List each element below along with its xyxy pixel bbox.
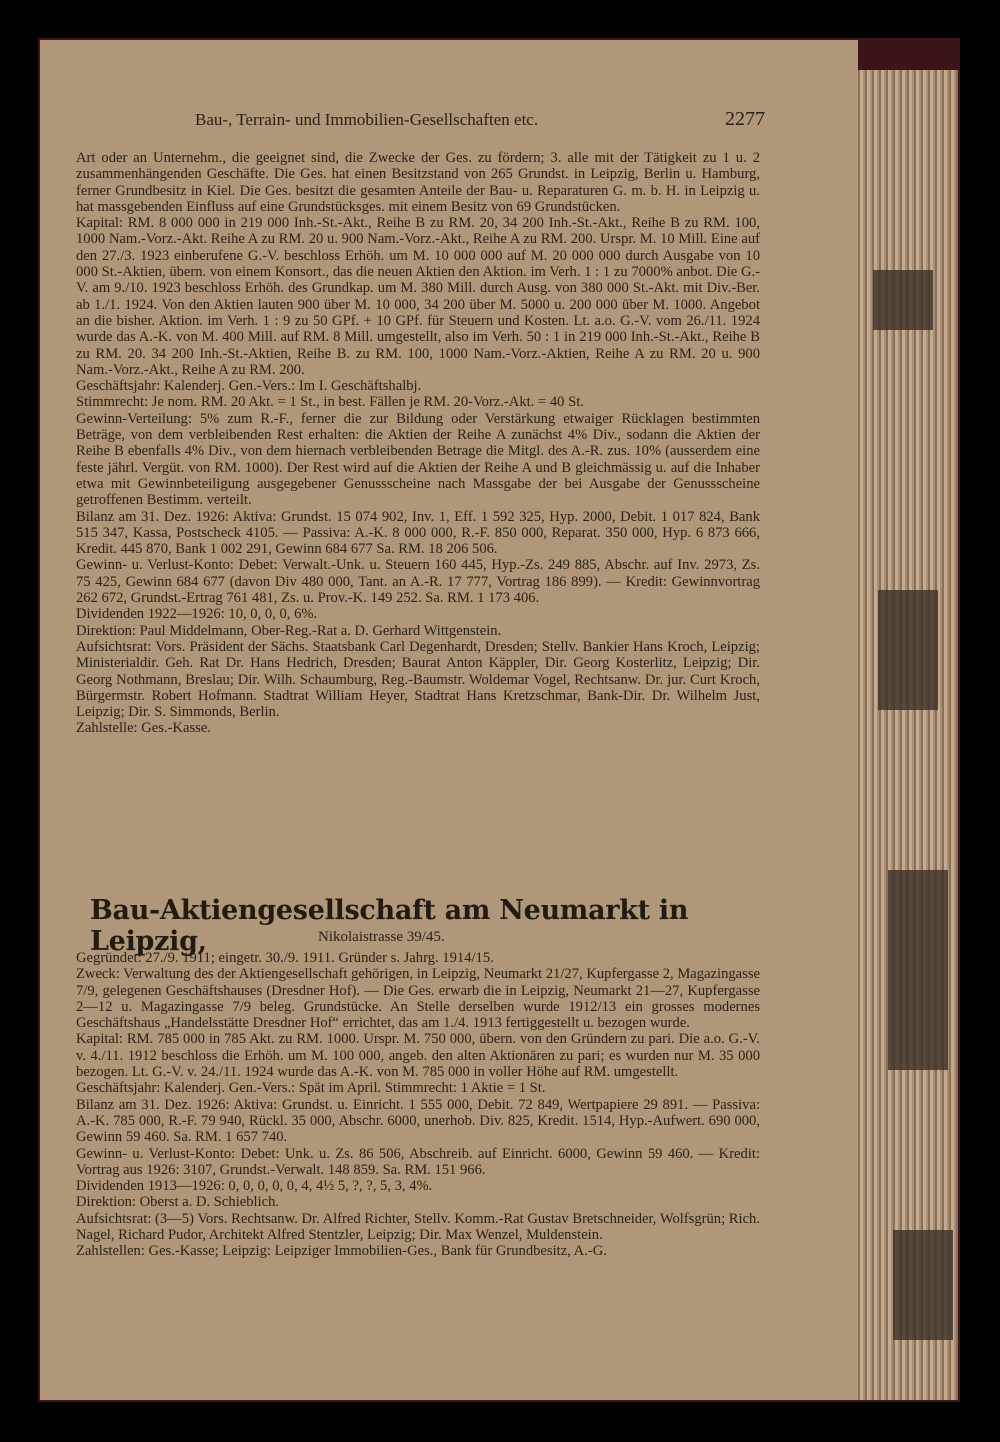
paragraph: Zahlstelle: Ges.-Kasse. [76,720,211,737]
edge-mark [873,270,933,330]
paragraph: Direktion: Oberst a. D. Schieblich. [76,1194,280,1211]
section-2 [76,950,760,1260]
running-header [195,110,765,134]
paragraph: Kapital: RM. 785 000 in 785 Akt. zu RM. 1000. Urspr. M. 750 000, übern. von den Gründern zu pari. Die a.o. G.-V. v. 4./11. 1912 beschloss die Erhöh. um M. 100 000, angeb. den alten Aktionären zu pari; es wurden nur M. 35 000 bezogen. Lt. G.-V. v. 24./11. 1924 wurde das A.-K. von M. 785 000 in voller Höhe auf RM. umgestellt. [76,1031,760,1081]
edge-mark [878,590,938,710]
paragraph: Geschäftsjahr: Kalenderj. Gen.-Vers.: Spät im April. Stimmrecht: 1 Aktie = 1 St. [76,1080,546,1097]
section-1 [76,150,760,737]
company-address: Nikolaistrasse 39/45. [318,929,445,945]
paragraph: Stimmrecht: Je nom. RM. 20 Akt. = 1 St., in best. Fällen je RM. 20-Vorz.-Akt. = 40 St. [76,394,584,411]
header-title: Bau-, Terrain- und Immobilien-Gesellschaften etc. [195,110,539,129]
paragraph: Gegründet: 27./9. 1911; eingetr. 30./9. 1911. Gründer s. Jahrg. 1914/15. [76,950,494,966]
paragraph: Bilanz am 31. Dez. 1926: Aktiva: Grundst. 15 074 902, Inv. 1, Eff. 1 592 325, Hyp. 2000, Debit. 1 017 824, Bank 515 347, Kassa, Postscheck 4105. — Passiva: A.-K. 8 000 000, R.-F. 850 000, Reparat. 350 000, Hyp. 6 873 666, Kredit. 445 870, Bank 1 002 291, Gewinn 684 677 Sa. RM. 18 206 506. [76,508,760,558]
company-title: Bau-Aktiengesellschaft am Neumarkt in Leipzig, [90,895,689,957]
paragraph: Bilanz am 31. Dez. 1926: Aktiva: Grundst. u. Einricht. 1 555 000, Debit. 72 849, Wertpapiere 29 891. — Passiva: A.-K. 785 000, R.-F. 79 940, Rückl. 35 000, Abschr. 6000, unerhob. Div. 825, Kredit. 1514, Hyp.-Aufwert. 690 000, Gewinn 59 460. Sa. RM. 1 657 740. [76,1096,760,1146]
paragraph: Aufsichtsrat: (3—5) Vors. Rechtsanw. Dr. Alfred Richter, Stellv. Komm.-Rat Gustav Bretschneider, Wolfsgrün; Rich. Nagel, Richard Pudor, Architekt Alfred Stentzler, Leipzig; Dir. Max Wenzel, Muldenstein. [76,1210,760,1244]
paragraph: Art oder an Unternehm., die geeignet sind, die Zwecke der Ges. zu fördern; 3. alle mit der Tätigkeit zu 1 u. 2 zusammenhängenden Geschäfte. Die Ges. hat einen Besitzstand von 265 Grundst. in Leipzig, Berlin u. Hamburg, ferner Grundbesitz in Kiel. Die Ges. besitzt die gesamten Anteile der Bau- u. Reparaturen G. m. b. H. in Leipzig u. hat massgebenden Einfluss auf eine Grundstücksges. mit einem Besitz von 69 Grundstücken. [76,150,760,215]
paragraph: Gewinn- u. Verlust-Konto: Debet: Unk. u. Zs. 86 506, Abschreib. auf Einricht. 6000, Gewinn 59 460. — Kredit: Vortrag aus 1926: 3107, Grundst.-Verwalt. 148 859. Sa. RM. 151 966. [76,1145,760,1178]
paragraph: Geschäftsjahr: Kalenderj. Gen.-Vers.: Im I. Geschäftshalbj. [76,378,422,395]
paragraph: Zweck: Verwaltung des der Aktiengesellschaft gehörigen, in Leipzig, Neumarkt 21/27, Kupfergasse 2, Magazingasse 7/9, gelegenen Geschäftshauses (Dresdner Hof). — Die Ges. erwarb die in Leipzig, Neumarkt 21—27, Kupfergasse 2—12 u. Magazingasse 7/9 beleg. Grundstücke. An Stelle derselben wurde 1912/13 ein grosses modernes Geschäftshaus „Handelsstätte Dresdner Hof“ errichtet, das am 1./4. 1913 fertiggestellt u. bezogen wurde. [76,966,760,1032]
paragraph: Direktion: Paul Middelmann, Ober-Reg.-Rat a. D. Gerhard Wittgenstein. [76,622,502,639]
paragraph: Gewinn-Verteilung: 5% zum R.-F., ferner die zur Bildung oder Verstärkung etwaiger Rücklagen bestimmten Beträge, von dem verbleibenden Rest erhalten: die Aktien der Reihe A zunächst 4% Div., sodann die Aktien der Reihe B ebenfalls 4% Div., von dem hiernach verbleibenden Betrage die Mitgl. des A.-R. zus. 10% (ausserdem eine feste jährl. Vergüt. von RM. 1000). Der Rest wird auf die Aktien der Reihe A und B gleichmässig u. auf die Inhaber etwa mit Gewinnbeteiligung ausgegebener Genussscheine nach Massgabe der bei Ausgabe der Genussscheine getroffenen Bestimm. verteilt. [76,410,760,509]
edge-mark [888,870,948,1070]
page-number: 2277 [725,108,765,130]
edge-mark [893,1230,953,1340]
paragraph: Gewinn- u. Verlust-Konto: Debet: Verwalt.-Unk. u. Steuern 160 445, Hyp.-Zs. 249 885, Abschr. auf Inv. 2973, Zs. 75 425, Gewinn 684 677 (davon Div 480 000, Tant. an A.-R. 17 777, Vortrag 186 899). — Kredit: Gewinnvortrag 262 672, Grundst.-Ertrag 761 481, Zs. u. Prov.-K. 149 252. Sa. RM. 1 173 406. [76,557,760,607]
page-edges [858,70,958,1400]
paragraph: Aufsichtsrat: Vors. Präsident der Sächs. Staatsbank Carl Degenhardt, Dresden; Stellv. Bankier Hans Kroch, Leipzig; Ministerialdir. Geh. Rat Dr. Hans Hedrich, Dresden; Baurat Anton Käppler, Dir. Georg Kosterlitz, Leipzig; Dir. Georg Nothmann, Breslau; Dir. Wilh. Schaumburg, Reg.-Baumstr. Woldemar Vogel, Rechtsanw. Dr. jur. Curt Kroch, Bürgermstr. Robert Hofmann. Stadtrat William Heyer, Stadtrat Hans Kretzschmar, Bank-Dir. Dr. Wilhelm Just, Leipzig; Dir. S. Simmonds, Berlin. [76,638,760,721]
paragraph: Dividenden 1913—1926: 0, 0, 0, 0, 0, 4, 4½ 5, ?, ?, 5, 3, 4%. [76,1178,433,1195]
paragraph: Kapital: RM. 8 000 000 in 219 000 Inh.-St.-Akt., Reihe B zu RM. 20, 34 200 Inh.-St.-Akt., Reihe B zu RM. 100, 1000 Nam.-Vorz.-Akt. Reihe A zu RM. 20 u. 900 Nam.-Vorz.-Akt., Reihe A zu RM. 200. Urspr. M. 10 Mill. Eine auf den 27./3. 1923 einberufene G.-V. beschloss Erhöh. um M. 10 000 000 auf M. 20 000 000 durch Ausgabe von 10 000 St.-Aktien, übern. von einem Konsort., das die neuen Aktien den Aktion. im Verh. 1 : 1 zu 7000% anbot. Die G.-V. am 9./10. 1923 beschloss Erhöh. des Grundkap. um M. 380 Mill. durch Ausg. von 380 000 St.-Akt. mit Div.-Ber. ab 1./1. 1924. Von den Aktien lauten 900 über M. 10 000, 34 200 über M. 5000 u. 200 000 über M. 1000. Angebot an die bisher. Aktion. im Verh. 1 : 9 zu 50 GPf. + 10 GPf. für Steuern und Kosten. Lt. a.o. G.-V. vom 26./11. 1924 wurde das A.-K. von M. 400 Mill. auf RM. 8 Mill. umgestellt, also im Verh. 50 : 1 in 219 000 Inh.-St.-Akt., Reihe B zu RM. 20. 34 200 Inh.-St.-Aktien, Reihe B. zu RM. 100, 1000 Nam.-Vorz.-Aktien, Reihe A zu RM. 20 u. 900 Nam.-Vorz.-Akt., Reihe A zu RM. 200. [76,215,760,378]
paragraph: Dividenden 1922—1926: 10, 0, 0, 0, 6%. [76,606,318,623]
paragraph: Zahlstellen: Ges.-Kasse; Leipzig: Leipziger Immobilien-Ges., Bank für Grundbesitz, A.-G. [76,1243,607,1260]
